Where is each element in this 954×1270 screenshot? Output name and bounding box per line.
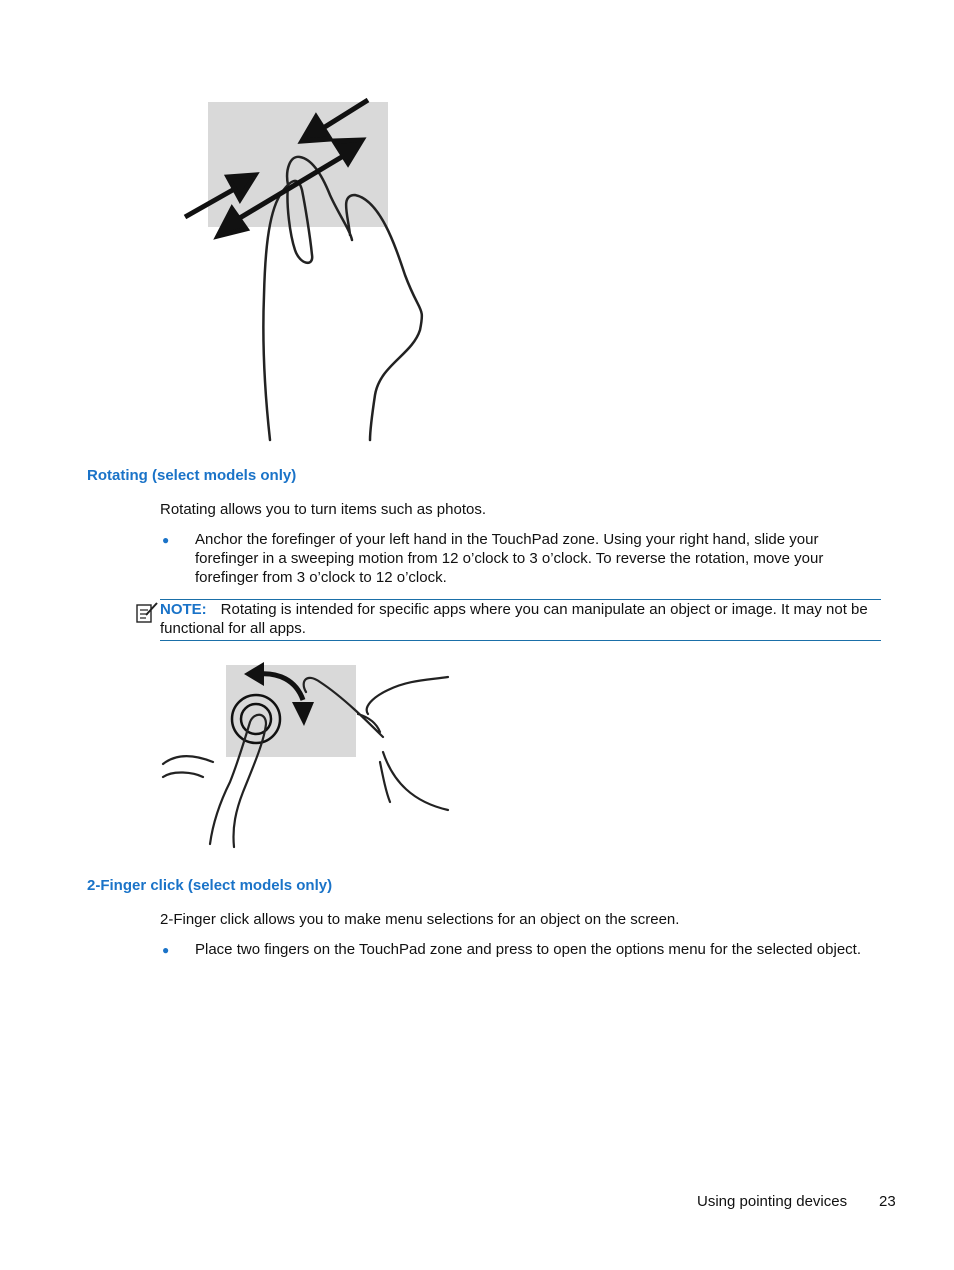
note-text: Rotating is intended for specific apps where you can manipulate an object or image. It may not be functional for all apps. — [160, 601, 868, 637]
touchpad-zone — [208, 102, 388, 227]
note-label: NOTE: — [160, 601, 207, 618]
touchpad-zone — [226, 665, 356, 757]
rotating-heading: Rotating (select models only) — [87, 467, 297, 484]
rotating-intro: Rotating allows you to turn items such as photos. — [160, 501, 487, 518]
two-finger-click-bullet-text: Place two fingers on the TouchPad zone and press to open the options menu for the selected object. — [195, 941, 861, 958]
rotating-bullet-marker: ● — [162, 533, 170, 547]
two-finger-click-heading: 2-Finger click (select models only) — [87, 877, 333, 894]
rotating-bullet-text: Anchor the forefinger of your left hand in the TouchPad zone. Using your right hand, slide your forefinger in a sweeping motion from 12 o’clock to 3 o’clock. To reverse the rotation, move your forefinger from 3 o’clock to 12 o’clock. — [195, 531, 824, 586]
two-finger-click-intro: 2-Finger click allows you to make menu selections for an object on the screen. — [160, 911, 680, 928]
two-finger-click-bullet-marker: ● — [162, 943, 170, 957]
rotate-gesture-illustration — [158, 652, 458, 852]
footer-section-name: Using pointing devices — [697, 1193, 848, 1210]
footer-page-number: 23 — [879, 1193, 896, 1210]
note-pencil-icon — [135, 601, 159, 625]
pinch-zoom-illustration — [180, 95, 440, 445]
note-content — [160, 600, 880, 638]
